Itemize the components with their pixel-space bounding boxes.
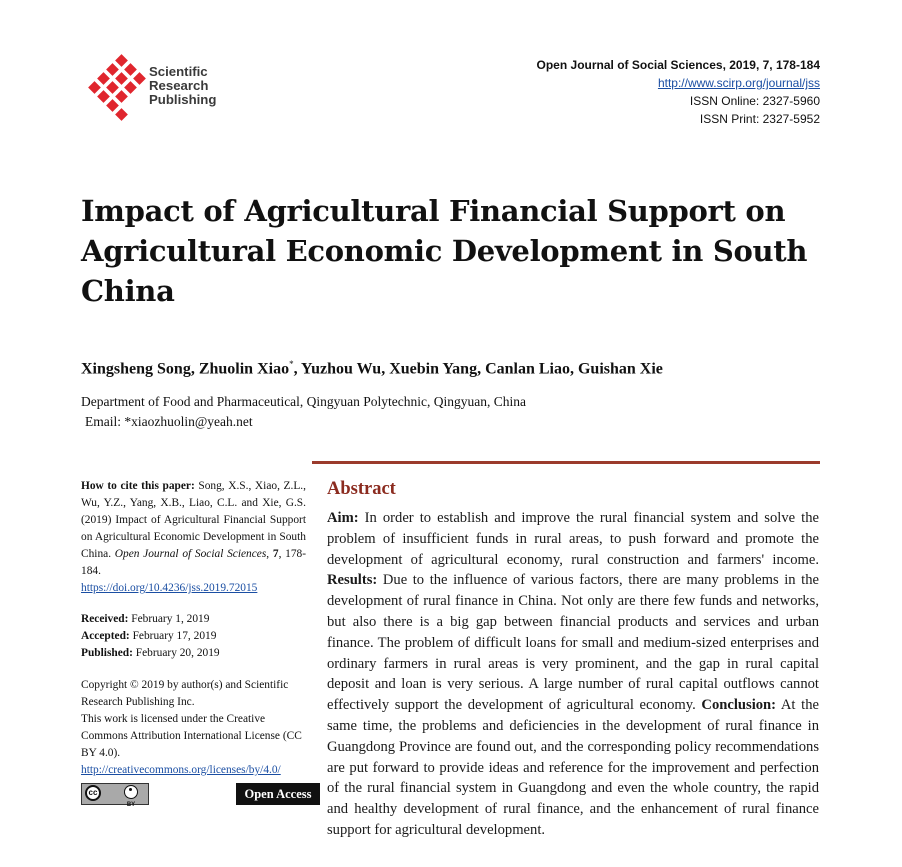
journal-info xyxy=(537,56,820,128)
issn-print: ISSN Print: 2327-5952 xyxy=(699,112,820,126)
abstract-divider xyxy=(312,461,820,464)
by-label: BY xyxy=(126,802,136,808)
copyright-text: Copyright © 2019 by author(s) and Scientific Research Publishing Inc. xyxy=(81,679,289,708)
cc-by-badge[interactable] xyxy=(81,783,149,808)
logo-line-1: Scientific xyxy=(149,64,208,79)
conclusion-label: Conclusion: xyxy=(701,697,777,714)
aim-label: Aim: xyxy=(327,510,359,526)
author-email: Email: *xiaozhuolin@yeah.net xyxy=(85,414,253,429)
journal-citation: Open Journal of Social Sciences, 2019, 7, 178-184 xyxy=(536,58,820,72)
published-date: February 20, 2019 xyxy=(132,647,220,659)
cite-sep: , xyxy=(266,548,273,560)
cite-pages: , 178-184. xyxy=(81,548,307,577)
citation-sidebar xyxy=(81,478,312,808)
author-list xyxy=(81,354,821,379)
how-to-cite xyxy=(81,478,306,597)
corresponding-author-mark: * xyxy=(289,359,294,369)
results-label: Results: xyxy=(327,572,378,589)
publication-dates xyxy=(81,611,306,662)
publisher-logo-text xyxy=(149,65,216,108)
license-badges xyxy=(81,783,312,808)
open-access-badge: Open Access xyxy=(236,783,320,805)
affiliation: Department of Food and Pharmaceutical, Qingyuan Polytechnic, Qingyuan, China xyxy=(81,394,527,409)
conclusion-text: At the same time, the problems and deficiencies in the development of rural finance in Guangdong Province are found out, and the corresponding policy recommendations are put forward to provide ideas and reference for the improvement and perfection of the rural financial system in Guangdong and even the whole country, the rapid and healthy development of rural finance, and the enhancement of rural finance support for agricultural development. xyxy=(327,697,819,838)
published-label: Published: xyxy=(81,647,133,659)
authors-part-1: Xingsheng Song, Zhuolin Xiao xyxy=(81,360,290,378)
aim-text: In order to establish and improve the rural financial system and solve the problem of insufficient funds in rural areas, to push forward and promote the development of agricultural economy, rural construction and farmers' income. xyxy=(327,510,819,568)
authors-part-2: , Yuzhou Wu, Xuebin Yang, Canlan Liao, Guishan Xie xyxy=(293,360,663,378)
results-text: Due to the influence of various factors, there are many problems in the development of rural finance in China. Not only are there few funds and networks, but also there is a big gap between financial products and services and urban finance. The problem of difficult loans for small and medium-sized enterprises and ordinary farmers in rural areas is very prominent, and the gap in rural capital deposit and loan is very serious. A large number of rural capital outflows cannot effectively support the development of agricultural economy. xyxy=(327,572,819,714)
publisher-logo xyxy=(83,54,233,120)
copyright-notice xyxy=(81,677,306,779)
logo-line-3: Publishing xyxy=(149,92,217,108)
cite-text: Song, X.S., Xiao, Z.L., Wu, Y.Z., Yang, X.B., Liao, C.L. and Xie, G.S. (2019) Impact of Agricultural Financial Support on Agricultural Economic Development in South China. xyxy=(81,480,306,560)
received-date: February 1, 2019 xyxy=(128,613,210,625)
paper-title: Impact of Agricultural Financial Support on Agricultural Economic Development in South China xyxy=(81,194,808,308)
license-text: This work is licensed under the Creative Commons Attribution International License (CC BY 4.0). xyxy=(81,713,302,759)
license-link[interactable]: http://creativecommons.org/licenses/by/4.0/ xyxy=(81,764,281,776)
cite-volume: 7 xyxy=(272,548,279,560)
accepted-label: Accepted: xyxy=(81,630,130,642)
issn-online: ISSN Online: 2327-5960 xyxy=(689,94,820,108)
abstract-heading: Abstract xyxy=(327,479,396,499)
logo-line-2: Research xyxy=(149,78,209,94)
received-label: Received: xyxy=(81,613,129,625)
accepted-date: February 17, 2019 xyxy=(129,630,217,642)
journal-url-link[interactable]: http://www.scirp.org/journal/jss xyxy=(657,76,820,90)
doi-link[interactable]: https://doi.org/10.4236/jss.2019.72015 xyxy=(81,582,258,594)
publisher-logo-mark xyxy=(83,54,145,120)
cite-journal: Open Journal of Social Sciences xyxy=(114,548,267,560)
cc-icon: cc xyxy=(85,785,101,801)
abstract-body xyxy=(327,508,819,841)
cite-label: How to cite this paper: xyxy=(81,480,195,492)
